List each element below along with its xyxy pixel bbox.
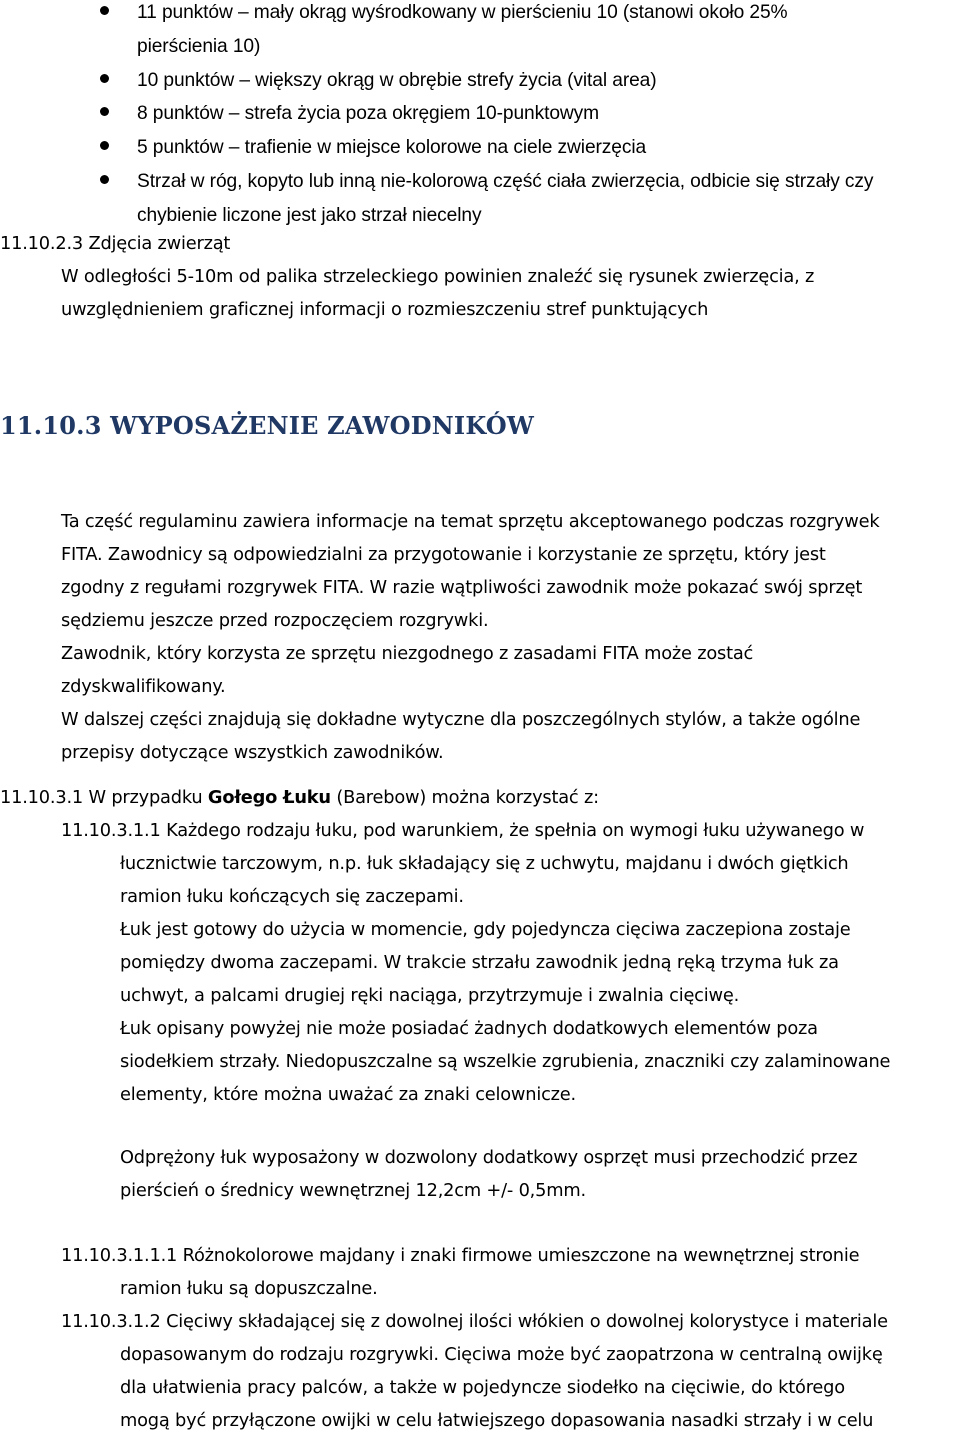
section-11-10-3-1-1: 11.10.3.1.1 Każdego rodzaju łuku, pod warunkiem, że spełnia on wymogi łuku używanego w	[61, 820, 865, 841]
list-item: 11 punktów – mały okrąg wyśrodkowany w pierścieniu 10 (stanowi około 25% pierścienia 10)	[100, 0, 950, 64]
section-11-10-3-1-1-note: Odprężony łuk wyposażony w dozwolony dodatkowy osprzęt musi przechodzić przez pierścień o średnicy wewnętrznej 12,2cm +/- 0,5mm.	[120, 1147, 858, 1201]
section-11-10-3-1-1-body: łucznictwie tarczowym, n.p. łuk składający się z uchwytu, majdanu i dwóch giętkich ramion łuku kończących się zaczepami. Łuk jest gotowy do użycia w momencie, gdy pojedyncza cięciwa zaczepiona zostaje pomiędzy dwoma zaczepami. W trakcie strzału zawodnik jedną ręką trzyma łuk za uchwyt, a palcami drugiej ręki naciąga, przytrzymuje i zwalnia cięciwę. Łuk opisany powyżej nie może posiadać żadnych dodatkowych elementów poza siodełkiem strzały. Niedopuszczalne są wszelkie zgrubienia, znaczniki czy zalaminowane elementy, które można uważać za znaki celownicze.	[120, 853, 891, 1105]
section-11-10-3-1: 11.10.3.1 W przypadku Gołego Łuku (Barebow) można korzystać z:	[0, 787, 599, 808]
section-11-10-3-1-1-1-body: ramion łuku są dopuszczalne.	[120, 1278, 378, 1299]
list-item: Strzał w róg, kopyto lub inną nie-kolorową część ciała zwierzęcia, odbicie się strzały czy chybienie liczone jest jako strzał niecelny	[100, 165, 950, 233]
section-11-10-2-3-body	[61, 260, 951, 326]
scoring-bullet-list	[100, 0, 950, 233]
bullet-icon	[100, 6, 109, 15]
section-number: 11.10.3.1.1	[61, 820, 167, 841]
section-title: 11.10.2.3 Zdjęcia zwierząt	[0, 233, 231, 254]
section-11-10-2-3	[0, 227, 950, 260]
list-item: 8 punktów – strefa życia poza okręgiem 10-punktowym	[100, 97, 950, 131]
section-number: 11.10.3.1.1.1	[61, 1245, 183, 1266]
section-11-10-3-1-2: 11.10.3.1.2 Cięciwy składającej się z dowolnej ilości włókien o dowolnej kolorystyce i materiale	[61, 1311, 888, 1332]
section-heading: 11.10.3 WYPOSAŻENIE ZAWODNIKÓW	[0, 411, 535, 440]
bullet-icon	[100, 141, 109, 150]
section-11-10-3-1-2-body: dopasowanym do rodzaju rozgrywki. Cięciwa może być zaopatrzona w centralną owijkę dla ułatwienia pracy palców, a także w pojedyncze siodełko na cięciwie, do którego mogą być przyłączone owijki w celu łatwiejszego dopasowania nasadki strzały i w celu	[120, 1344, 883, 1431]
intro-paragraph: Ta część regulaminu zawiera informacje na temat sprzętu akceptowanego podczas rozgrywek FITA. Zawodnicy są odpowiedzialni za przygotowanie i korzystanie ze sprzętu, który jest zgodny z regułami rozgrywek FITA. W razie wątpliwości zawodnik może pokazać swój sprzęt sędziemu jeszcze przed rozpoczęciem rozgrywki. Zawodnik, który korzysta ze sprzętu niezgodnego z zasadami FITA może zostać zdyskwalifikowany. W dalszej części znajdują się dokładne wytyczne dla poszczególnych stylów, a także ogólne przepisy dotyczące wszystkich zawodników.	[61, 511, 880, 763]
paragraph-line: W odległości 5-10m od palika strzeleckiego powinien znaleźć się rysunek zwierzęcia, z	[61, 266, 815, 287]
barebow-term: Gołego Łuku	[207, 787, 331, 808]
section-11-10-3-1-1-1: 11.10.3.1.1.1 Różnokolorowe majdany i znaki firmowe umieszczone na wewnętrznej stronie	[61, 1245, 860, 1266]
bullet-icon	[100, 107, 109, 116]
paragraph-line: uwzględnieniem graficznej informacji o rozmieszczeniu stref punktujących	[61, 299, 709, 320]
bullet-icon	[100, 175, 109, 184]
bullet-icon	[100, 74, 109, 83]
section-number: 11.10.3.1.2	[61, 1311, 167, 1332]
list-item: 10 punktów – większy okrąg w obrębie strefy życia (vital area)	[100, 64, 950, 98]
list-item: 5 punktów – trafienie w miejsce kolorowe na ciele zwierzęcia	[100, 131, 950, 165]
